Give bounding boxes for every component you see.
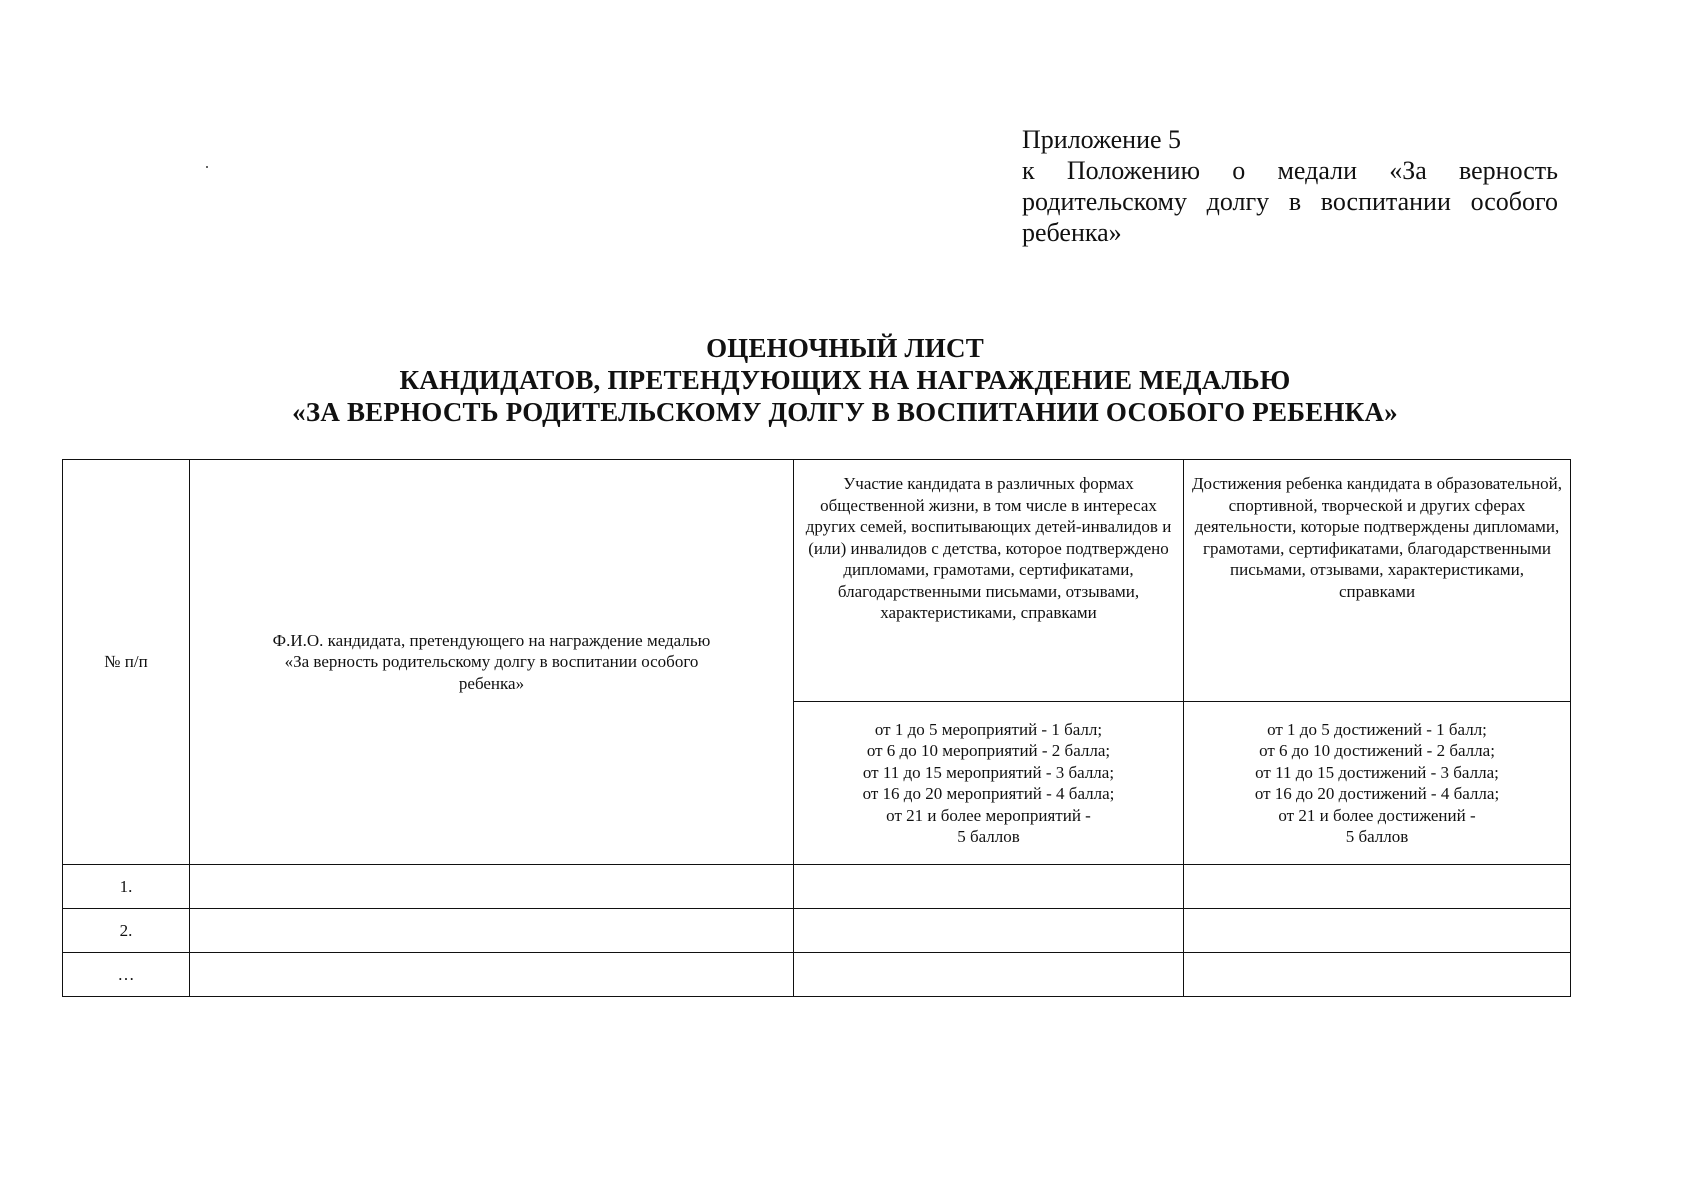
row-participation-cell — [794, 909, 1184, 953]
appendix-note — [1022, 124, 1558, 248]
row-num: … — [63, 953, 190, 997]
table-row — [63, 953, 1571, 997]
row-achievements-cell — [1184, 865, 1571, 909]
table-row — [63, 909, 1571, 953]
header-achievements: Достижения ребенка кандидата в образовательной, спортивной, творческой и других сферах деятельности, которые подтверждены дипломами, грамотами, сертификатами, благодарственными письмами, отзывами, характеристиками, справками — [1184, 460, 1571, 702]
header-name: Ф.И.О. кандидата, претендующего на награждение медалью «За верность родительскому долгу в воспитании особого ребенка» — [190, 460, 794, 865]
scoring-participation: от 1 до 5 мероприятий - 1 балл; от 6 до 10 мероприятий - 2 балла; от 11 до 15 мероприятий - 3 балла; от 16 до 20 мероприятий - 4 балла; от 21 и более мероприятий - 5 баллов — [794, 702, 1184, 865]
document-title — [0, 332, 1690, 428]
row-name-cell — [190, 953, 794, 997]
title-line-2: КАНДИДАТОВ, ПРЕТЕНДУЮЩИХ НА НАГРАЖДЕНИЕ МЕДАЛЬЮ — [399, 365, 1291, 395]
row-participation-cell — [794, 953, 1184, 997]
stray-mark — [206, 166, 208, 168]
title-line-3: «ЗА ВЕРНОСТЬ РОДИТЕЛЬСКОМУ ДОЛГУ В ВОСПИТАНИИ ОСОБОГО РЕБЕНКА» — [292, 397, 1398, 427]
header-participation: Участие кандидата в различных формах общественной жизни, в том числе в интересах других семей, воспитывающих детей-инвалидов и (или) инвалидов с детства, которое подтверждено дипломами, грамотами, сертификатами, благодарственными письмами, отзывами, характеристиками, справками — [794, 460, 1184, 702]
evaluation-table — [62, 459, 1571, 997]
header-num: № п/п — [63, 460, 190, 865]
row-participation-cell — [794, 865, 1184, 909]
header-row — [63, 460, 1571, 702]
row-achievements-cell — [1184, 909, 1571, 953]
row-num: 1. — [63, 865, 190, 909]
scoring-achievements: от 1 до 5 достижений - 1 балл; от 6 до 10 достижений - 2 балла; от 11 до 15 достижений - 3 балла; от 16 до 20 достижений - 4 балла; от 21 и более достижений - 5 баллов — [1184, 702, 1571, 865]
appendix-number: Приложение 5 — [1022, 125, 1182, 154]
title-line-1: ОЦЕНОЧНЫЙ ЛИСТ — [706, 333, 984, 363]
appendix-reference: к Положению о медали «За верность родительскому долгу в воспитании особого ребенка» — [1022, 156, 1558, 247]
row-num: 2. — [63, 909, 190, 953]
row-achievements-cell — [1184, 953, 1571, 997]
table-row — [63, 865, 1571, 909]
row-name-cell — [190, 865, 794, 909]
row-name-cell — [190, 909, 794, 953]
